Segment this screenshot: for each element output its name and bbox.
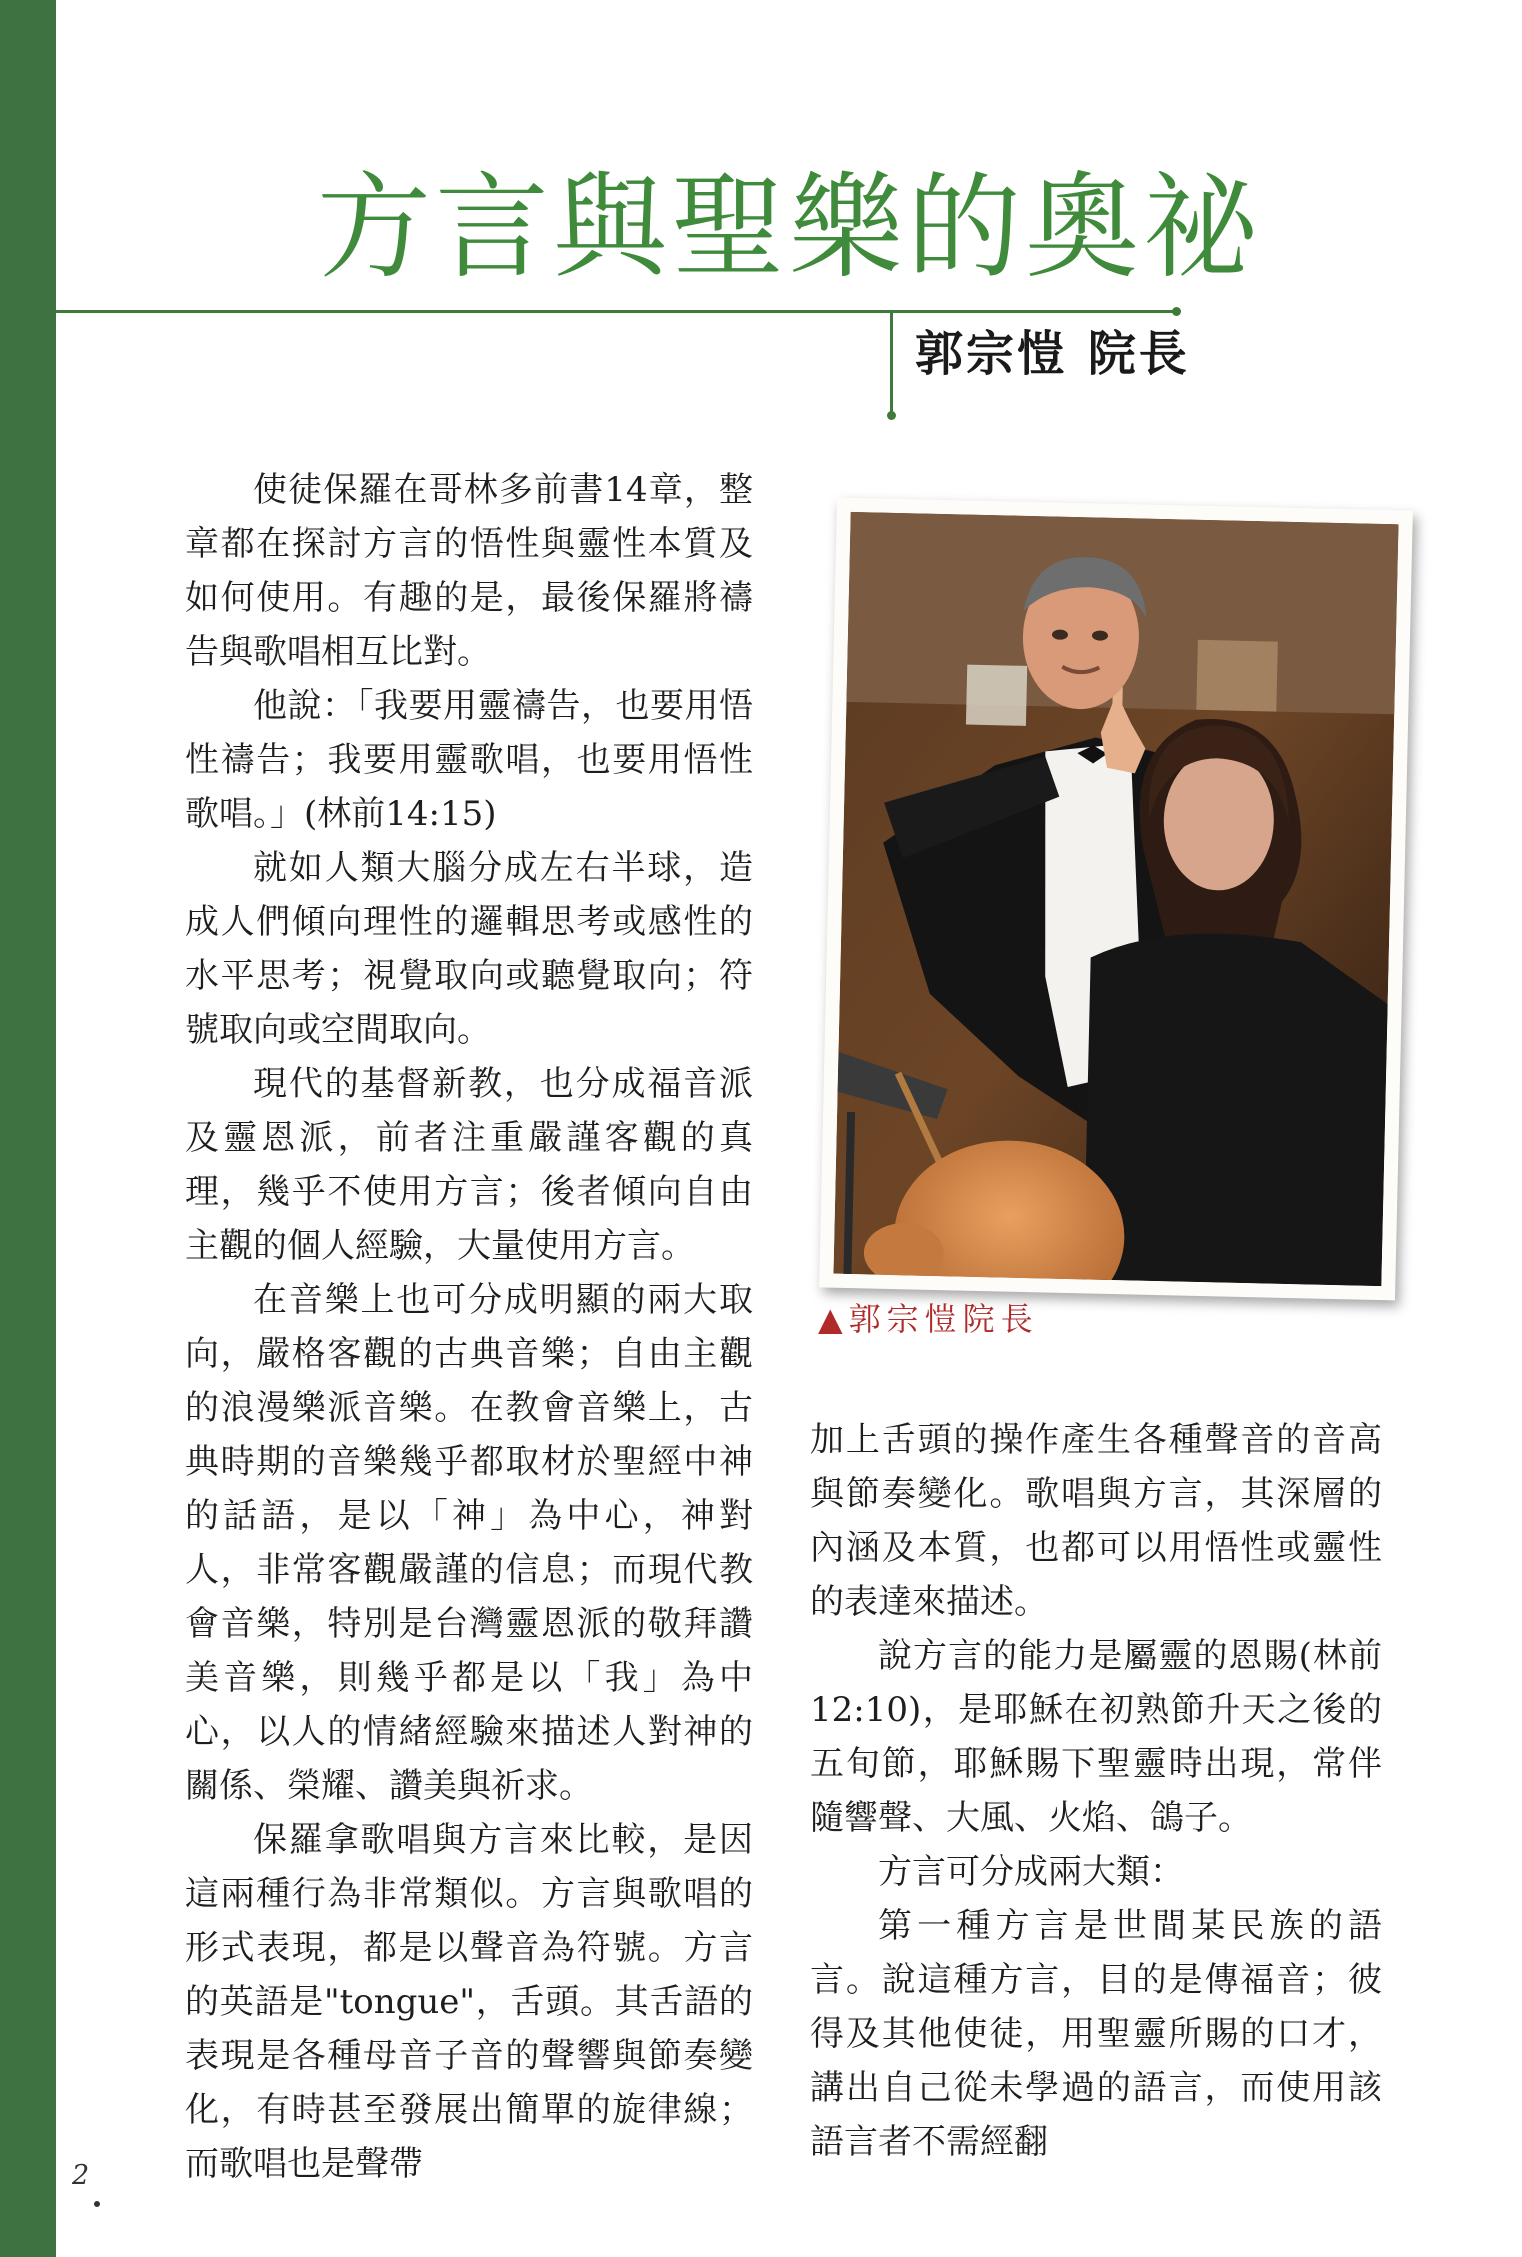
body-paragraph: 在音樂上也可分成明顯的兩大取向，嚴格客觀的古典音樂；自由主觀的浪漫樂派音樂。在教會音樂上，古典時期的音樂幾乎都取材於聖經中神的話語，是以「神」為中心，神對人，非常客觀嚴謹的信息；而現代教會音樂，特別是台灣靈恩派的敬拜讚美音樂，則幾乎都是以「我」為中心，以人的情緒經驗來描述人對神的關係、榮耀、讚美與祈求。 xyxy=(185,1280,753,1806)
title-divider xyxy=(56,310,1176,313)
body-paragraph: 保羅拿歌唱與方言來比較，是因這兩種行為非常類似。方言與歌唱的形式表現，都是以聲音為符號。方言的英語是"tongue"，舌頭。其舌語的表現是各種母音子音的聲響與節奏變化，有時甚至發展出簡單的旋律線；而歌唱也是聲帶 xyxy=(185,1820,753,2184)
divider-end-dot xyxy=(1172,307,1181,316)
body-paragraph: 說方言的能力是屬靈的恩賜(林前12:10)，是耶穌在初熟節升天之後的五旬節，耶穌賜下聖靈時出現，常伴隨響聲、大風、火焰、鴿子。 xyxy=(810,1636,1382,1838)
photo-caption: ▲郭宗愷院長 xyxy=(818,1300,1039,1338)
article-title: 方言與聖樂的奧祕 xyxy=(316,161,1261,294)
green-sidebar-band xyxy=(0,0,56,2257)
footer-dot xyxy=(94,2201,100,2207)
author-byline: 郭宗愷 院長 xyxy=(915,326,1190,382)
author-divider-dot xyxy=(887,411,896,420)
body-paragraph: 方言可分成兩大類： xyxy=(878,1852,1184,1892)
body-paragraph: 他說：「我要用靈禱告，也要用悟性禱告；我要用靈歌唱，也要用悟性歌唱。」(林前14:15) xyxy=(185,686,753,834)
body-paragraph: 就如人類大腦分成左右半球，造成人們傾向理性的邏輯思考或感性的水平思考；視覺取向或聽覺取向；符號取向或空間取向。 xyxy=(185,848,753,1050)
body-paragraph: 現代的基督新教，也分成福音派及靈恩派，前者注重嚴謹客觀的真理，幾乎不使用方言；後者傾向自由主觀的個人經驗，大量使用方言。 xyxy=(185,1064,753,1266)
conductor-photo-image xyxy=(833,512,1398,1286)
body-paragraph: 使徒保羅在哥林多前書14章，整章都在探討方言的悟性與靈性本質及如何使用。有趣的是，最後保羅將禱告與歌唱相互比對。 xyxy=(185,470,753,672)
body-paragraph-continued: 加上舌頭的操作產生各種聲音的音高與節奏變化。歌唱與方言，其深層的內涵及本質，也都可以用悟性或靈性的表達來描述。 xyxy=(810,1420,1382,1622)
author-divider xyxy=(890,312,893,415)
body-paragraph: 第一種方言是世間某民族的語言。說這種方言，目的是傳福音；彼得及其他使徒，用聖靈所賜的口才，講出自己從未學過的語言，而使用該語言者不需經翻 xyxy=(810,1906,1382,2162)
left-text-column xyxy=(185,463,753,2191)
conductor-photo xyxy=(819,498,1413,1301)
right-text-column xyxy=(810,1413,1382,2169)
page-number: 2 xyxy=(72,2160,90,2191)
